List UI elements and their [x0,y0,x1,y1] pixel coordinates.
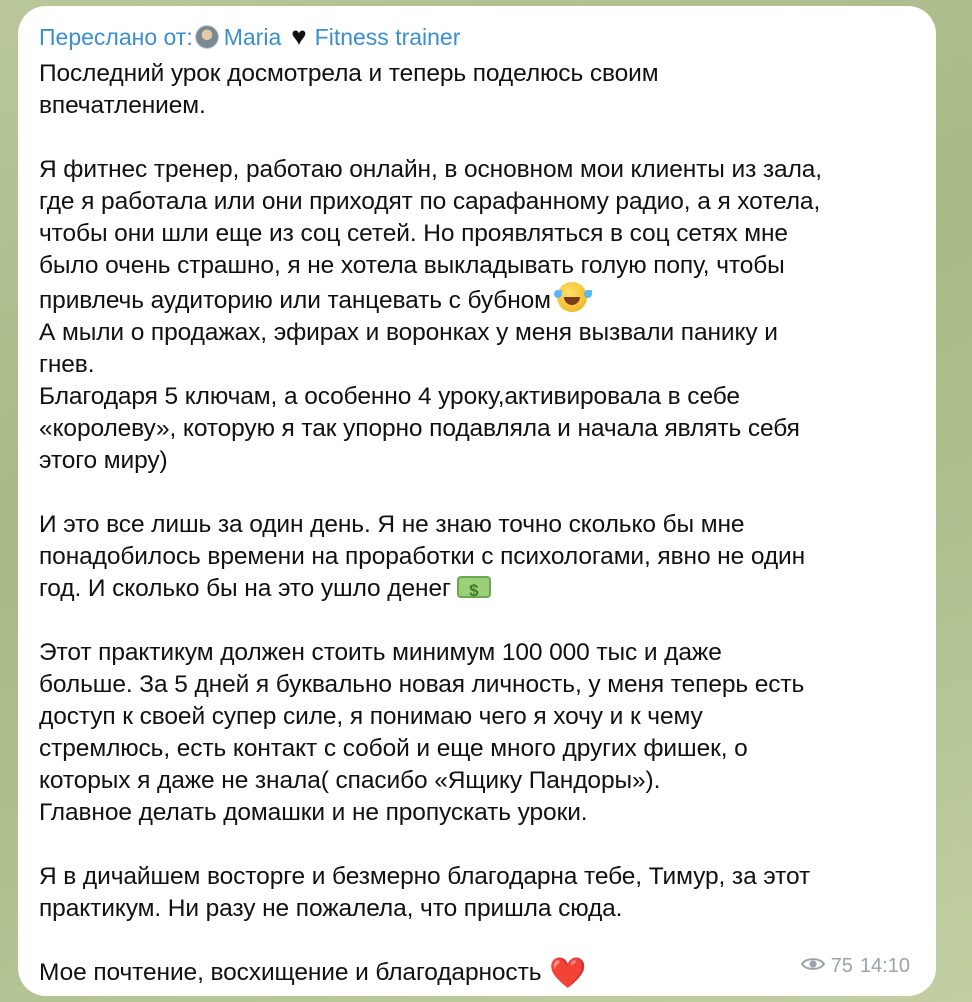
paragraph-gap [39,829,916,861]
message-time: 14:10 [859,955,910,977]
message-line: доступ к своей супер силе, я понимаю чего я хочу и к чему [39,703,703,730]
sender-name[interactable]: Maria [223,23,282,50]
message-line-with-emoji [39,957,916,989]
message-line: стремлюсь, есть контакт с собой и еще много других фишек, о [39,735,748,762]
forwarded-message-bubble[interactable] [18,6,936,996]
message-line-with-emoji [39,573,916,605]
message-line: привлечь аудиторию или танцевать с бубном [39,287,551,314]
message-line: А мыли о продажах, эфирах и воронках у меня вызвали панику и [39,319,778,346]
message-line: этого миру) [39,447,168,474]
message-line: где я работала или они приходят по сарафанному радио, а я хотела, [39,188,821,215]
message-line: Я фитнес тренер, работаю онлайн, в основном мои клиенты из зала, [39,156,822,183]
black-heart-icon: ♥ [291,21,307,51]
message-line: больше. За 5 дней я буквально новая личность, у меня теперь есть [39,671,805,698]
message-text [39,58,916,989]
forwarded-prefix: Переслано от: [39,23,193,50]
paragraph-gap [39,605,916,637]
message-line: которых я даже не знала( спасибо «Ящику Пандоры»). [39,767,661,794]
message-line: Мое почтение, восхищение и благодарность [39,959,542,986]
sender-name-suffix[interactable]: Fitness trainer [314,23,461,50]
message-line: год. И сколько бы на это ушло денег [39,575,451,602]
message-meta [801,955,910,978]
message-line: Главное делать домашки и не пропускать уроки. [39,799,588,826]
message-line: понадобилось времени на проработки с психологами, явно не один [39,543,806,570]
message-line: Этот практикум должен стоить минимум 100 000 тыс и даже [39,639,722,666]
paragraph-gap [39,477,916,509]
message-line: Я в дичайшем восторге и безмерно благодарна тебе, Тимур, за этот [39,863,811,890]
paragraph-gap [39,122,916,154]
message-line: Благодаря 5 ключам, а особенно 4 уроку,активировала в себе [39,383,740,410]
red-heart-emoji-icon: ❤️ [549,957,587,990]
money-emoji-icon [457,576,491,598]
message-line: практикум. Ни разу не пожалела, что пришла сюда. [39,895,623,922]
forwarded-from-header[interactable] [39,20,916,54]
view-count: 75 [830,955,853,977]
eye-icon [801,955,825,978]
message-line: впечатлением. [39,92,206,119]
message-line: И это все лишь за один день. Я не знаю точно сколько бы мне [39,511,745,538]
message-line: чтобы они шли еще из соц сетей. Но проявляться в соц сетях мне [39,220,788,247]
message-line: гнев. [39,351,95,378]
paragraph-gap [39,925,916,957]
message-line-with-emoji [39,282,916,317]
sender-avatar[interactable] [195,25,219,49]
message-line: Последний урок досмотрела и теперь поделюсь своим [39,60,659,87]
laughing-tears-emoji-icon [557,282,587,312]
message-line: было очень страшно, я не хотела выкладывать голую попу, чтобы [39,252,785,279]
message-line: «королеву», которую я так упорно подавляла и начала являть себя [39,415,800,442]
